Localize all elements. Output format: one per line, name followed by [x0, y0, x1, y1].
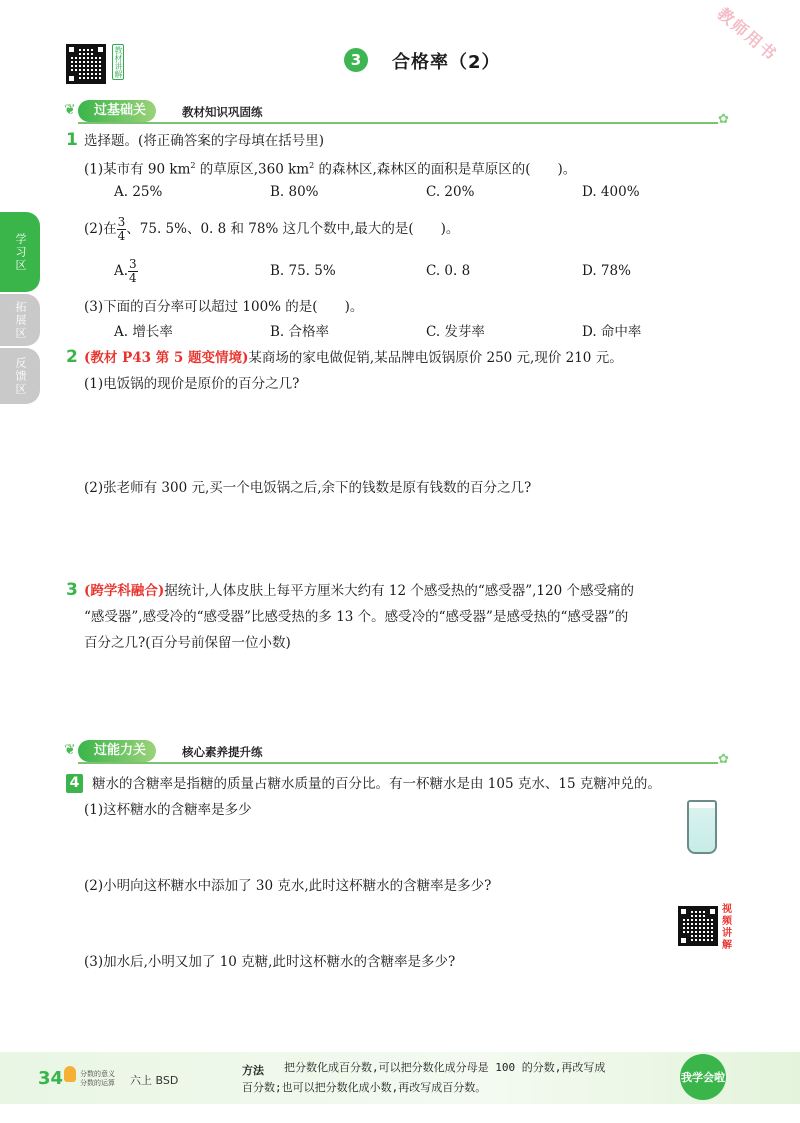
mascot-icon: [64, 1066, 76, 1082]
footer-small-line1: 分数的意义: [80, 1070, 115, 1078]
q4-part1: (1)这杯糖水的含糖率是多少: [84, 802, 252, 818]
q1-part3-option-d[interactable]: D. 命中率: [582, 324, 642, 340]
side-tab-feedback[interactable]: 反馈区: [0, 348, 40, 404]
learned-badge: 我学会啦: [680, 1054, 726, 1100]
q1-part1-text: (1)某市有 90 $km^2$ 的草原区,360 $km^2$ 的森林区,森林区的面积是草原区的( )。: [84, 161, 577, 178]
water-glass-icon: [687, 800, 717, 854]
question-number-4: 4: [66, 774, 83, 793]
q4-part2: (2)小明向这杯糖水中添加了 30 克水,此时这杯糖水的含糖率是多少?: [84, 878, 492, 894]
section-divider: [78, 122, 718, 124]
q1-stem: 选择题。(将正确答案的字母填在括号里): [84, 133, 325, 149]
qr-label: 教材讲解: [114, 46, 123, 78]
footer-small-line2: 分数的运算: [80, 1079, 115, 1087]
q1-part2-option-a[interactable]: A. $\frac{3}{4}$: [114, 257, 137, 285]
lesson-number: 3: [344, 48, 368, 72]
q1-part3-text: (3)下面的百分率可以超过 100% 的是( )。: [84, 299, 364, 315]
q1-part1-option-c[interactable]: C. 20%: [426, 184, 475, 200]
q1-part3-option-b[interactable]: B. 合格率: [270, 324, 330, 340]
flower-icon: ✿: [718, 112, 729, 127]
page-number: 34: [38, 1068, 64, 1089]
q1-part2-option-d[interactable]: D. 78%: [582, 263, 631, 279]
q3-line3: 百分之几?(百分号前保留一位小数): [84, 635, 291, 651]
q3-source-tag: (跨学科融合): [84, 583, 165, 599]
section-banner-ability: [64, 740, 740, 767]
section-banner-basic: [64, 100, 740, 127]
q1-part3-option-a[interactable]: A. 增长率: [114, 324, 173, 340]
q2-source-tag: (教材 P43 第 5 题变情境): [84, 350, 249, 366]
lesson-title: 合格率（2）: [392, 52, 501, 73]
flower-icon: ✿: [718, 752, 729, 767]
q1-part2-option-c[interactable]: C. 0. 8: [426, 263, 471, 279]
q1-part3-option-c[interactable]: C. 发芽率: [426, 324, 485, 340]
q4-part3: (3)加水后,小明又加了 10 克糖,此时这杯糖水的含糖率是多少?: [84, 954, 456, 970]
q3-line1: (跨学科融合)据统计,人体皮肤上每平方厘米大约有 12 个感受热的“感受器”,120 个感受痛的: [84, 583, 634, 599]
q1-part1-option-d[interactable]: D. 400%: [582, 184, 640, 200]
method-label: 方法: [242, 1064, 264, 1077]
leaf-icon: ❦: [64, 102, 76, 118]
method-line1: 把分数化成百分数,可以把分数化成分母是 100 的分数,再改写成: [284, 1061, 606, 1074]
q1-part2-text: (2)在 $\frac{3}{4}$ 、75. 5%、0. 8 和 78% 这几个数中,最大的是( )。: [84, 215, 460, 243]
question-number-1: 1: [66, 130, 78, 150]
fraction: $\frac{3}{4}$: [117, 215, 126, 243]
section-tag-basic: 过基础关: [78, 100, 156, 122]
leaf-icon: ❦: [64, 742, 76, 758]
q1-part1-option-b[interactable]: B. 80%: [270, 184, 319, 200]
video-qr-code[interactable]: [678, 906, 718, 946]
section-tag-ability: 过能力关: [78, 740, 156, 762]
grade-label: 六上 BSD: [130, 1074, 179, 1087]
section-subtitle-basic: 教材知识巩固练: [182, 105, 263, 119]
q2-part1: (1)电饭锅的现价是原价的百分之几?: [84, 376, 300, 392]
question-number-3: 3: [66, 580, 78, 600]
teacher-watermark: 教师用书: [713, 3, 782, 65]
side-tab-study[interactable]: 学习区: [0, 212, 40, 292]
q4-stem: 糖水的含糖率是指糖的质量占糖水质量的百分比。有一杯糖水是由 105 克水、15 克糖冲兑的。: [92, 776, 661, 792]
header-qr-code[interactable]: [66, 44, 106, 84]
q2-stem: (教材 P43 第 5 题变情境)某商场的家电做促销,某品牌电饭锅原价 250 元,现价 210 元。: [84, 350, 623, 366]
q3-line2: “感受器”,感受冷的“感受器”比感受热的多 13 个。感受冷的“感受器”是感受热的“感受器”的: [84, 609, 629, 625]
side-tab-extension[interactable]: 拓展区: [0, 294, 40, 346]
method-line2: 百分数;也可以把分数化成小数,再改写成百分数。: [242, 1081, 487, 1094]
question-number-2: 2: [66, 347, 78, 367]
q1-part1-option-a[interactable]: A. 25%: [114, 184, 163, 200]
q2-part2: (2)张老师有 300 元,买一个电饭锅之后,余下的钱数是原有钱数的百分之几?: [84, 480, 532, 496]
section-subtitle-ability: 核心素养提升练: [182, 745, 263, 759]
section-divider: [78, 762, 718, 764]
q1-part2-option-b[interactable]: B. 75. 5%: [270, 263, 336, 279]
video-explanation-label: 视频讲解: [722, 904, 732, 951]
